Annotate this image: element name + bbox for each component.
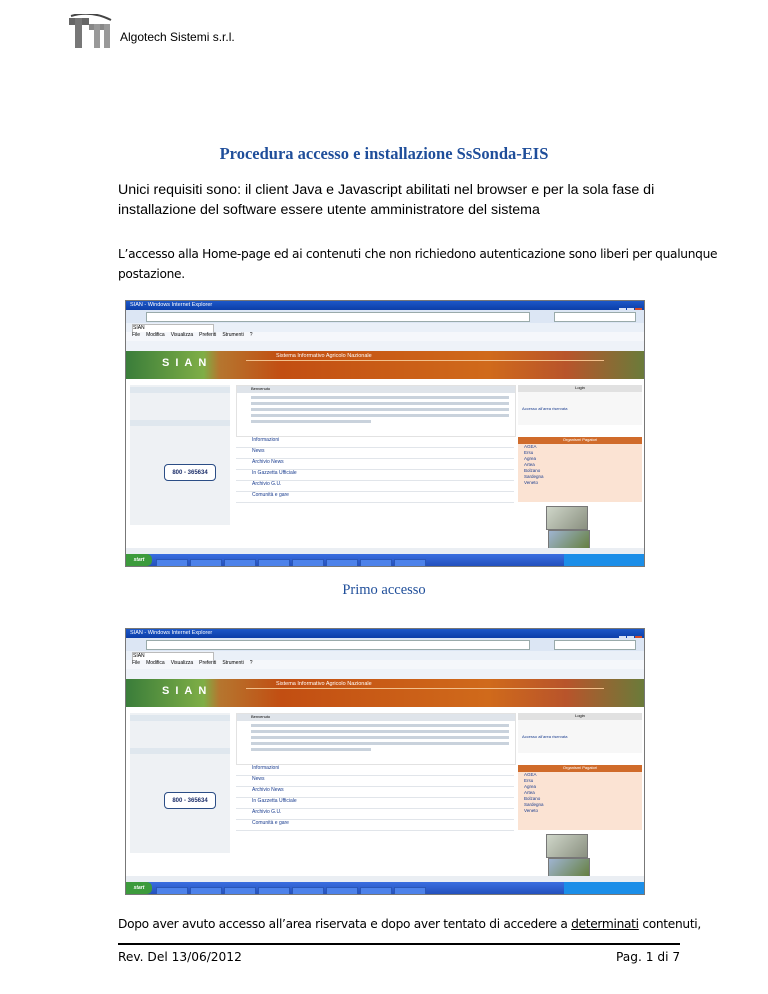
window-titlebar: SIAN - Windows Internet Explorer	[126, 629, 644, 638]
thumbnail-image	[548, 530, 590, 550]
organismi-panel: Organismi Pagatori AGEA Ersu Agrea Artea Bolzano Sardegna Veneto	[518, 765, 642, 830]
links-list: Informazioni News Archivio News In Gazzetta Ufficiale Archivio G.U. Comunità e gare	[236, 765, 514, 855]
thumbnail-image	[546, 834, 588, 858]
document-title: Procedura accesso e installazione SsSonda-EIS	[219, 144, 549, 163]
login-panel: Login Accesso all'area riservata	[518, 713, 642, 753]
requirements-text: Unici requisiti sono: il client Java e Javascript abilitati nel browser e per la sola fase di installazione del software essere utente amministratore del sistema	[118, 182, 655, 218]
welcome-panel: Benvenuto	[236, 385, 516, 437]
browser-tabs: SIAN	[126, 651, 644, 661]
welcome-panel: Benvenuto	[236, 713, 516, 765]
window-titlebar: SIAN - Windows Internet Explorer	[126, 301, 644, 310]
company-logo-icon	[67, 14, 115, 52]
login-panel: Login Accesso all'area riservata	[518, 385, 642, 425]
thumbnail-image	[548, 858, 590, 878]
screenshot-home-page	[125, 300, 645, 567]
phone-number: 800 - 365634	[164, 792, 216, 809]
sian-banner: SIAN Sistema Informativo Agricolo Nazionale	[126, 679, 644, 707]
phone-number: 800 - 365634	[164, 464, 216, 481]
menu-bar: File Modifica Visualizza Preferiti Strumenti ?	[126, 332, 644, 341]
sian-banner: SIAN Sistema Informativo Agricolo Nazionale	[126, 351, 644, 379]
revision-date: Rev. Del 13/06/2012	[118, 950, 242, 964]
address-bar	[126, 638, 644, 652]
taskbar: start	[126, 882, 644, 894]
screenshot-first-access	[125, 628, 645, 895]
browser-tabs: SIAN	[126, 323, 644, 333]
left-column	[130, 713, 230, 853]
menu-bar: File Modifica Visualizza Preferiti Strumenti ?	[126, 660, 644, 669]
intro-paragraph: L’accesso alla Home-page ed ai contenuti che non richiedono autenticazione sono liberi per qualunque postazione.	[118, 247, 718, 281]
address-bar	[126, 310, 644, 324]
body-paragraph: Dopo aver avuto accesso all’area riservata e dopo aver tentato di accedere a determinati contenuti,	[118, 917, 701, 931]
thumbnail-image	[546, 506, 588, 530]
left-column	[130, 385, 230, 525]
section-title: Primo accesso	[342, 582, 426, 598]
taskbar: start	[126, 554, 644, 566]
page-number: Pag. 1 di 7	[616, 950, 681, 964]
organismi-panel: Organismi Pagatori AGEA Ersu Agrea Artea Bolzano Sardegna Veneto	[518, 437, 642, 502]
footer-divider	[118, 943, 680, 945]
links-list: Informazioni News Archivio News In Gazzetta Ufficiale Archivio G.U. Comunità e gare	[236, 437, 514, 527]
company-name: Algotech Sistemi s.r.l.	[120, 30, 235, 44]
